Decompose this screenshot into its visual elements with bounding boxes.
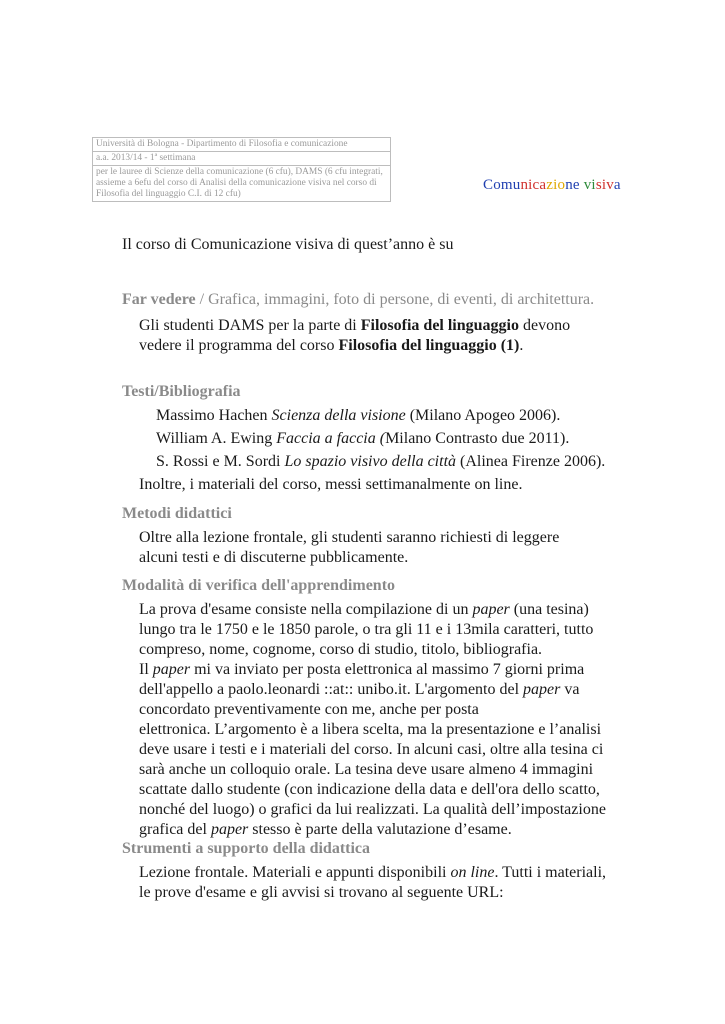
text-run: Il [139, 661, 153, 678]
text-run: stesso è parte della valutazione d’esame. [248, 821, 512, 838]
tools-line: le prove d'esame e gli avvisi si trovano al seguente URL: [139, 884, 504, 901]
course-name-bold: Filosofia del linguaggio [360, 317, 519, 334]
far-vedere-label: Far vedere [122, 291, 196, 308]
italic-term: paper [472, 601, 510, 618]
assessment-line: nonché del luogo) o grafici da lui realizzati. La qualità dell’impostazione [139, 801, 606, 818]
assessment-line [139, 660, 625, 680]
far-vedere-paragraph [139, 316, 625, 356]
bibliography-entry [156, 407, 605, 430]
italic-term: paper [152, 661, 191, 678]
italic-term: paper [523, 681, 561, 698]
course-title-part: Comu [483, 177, 521, 193]
text-run: . Tutti i materiali, [494, 864, 607, 881]
far-vedere-line-2 [139, 336, 625, 356]
entry-publisher: (Milano Apogeo 2006). [405, 407, 561, 424]
assessment-line [139, 820, 625, 840]
assessment-line: scattate dallo studente (con indicazione della data e dell'ora dello scatto, [139, 781, 600, 798]
entry-author: S. Rossi e M. Sordi [156, 453, 285, 470]
text-run: Lezione frontale. Materiali e appunti disponibili [139, 864, 451, 881]
assessment-line: elettronica. L’argomento è a libera scelta, ma la presentazione e l’analisi [139, 721, 602, 738]
course-title-part: zio [546, 177, 566, 193]
tools-paragraph [139, 863, 625, 903]
inoltre-line: Inoltre, i materiali del corso, messi settimanalmente on line. [139, 476, 523, 493]
text-run: va [560, 681, 580, 698]
italic-term: paper [210, 821, 249, 838]
text-run: grafica del [139, 821, 211, 838]
entry-publisher: (Alinea Firenze 2006). [456, 453, 606, 470]
tools-heading: Strumenti a supporto della didattica [122, 840, 371, 857]
university-line: Università di Bologna - Dipartimento di Filosofia e comunicazione [93, 138, 390, 152]
course-title-part: siv [595, 177, 614, 193]
entry-title: Scienza della visione [271, 407, 406, 424]
bibliography-heading: Testi/Bibliografia [122, 383, 241, 400]
entry-publisher: Milano Contrasto due 2011). [385, 430, 570, 447]
text-run: (una tesina) [509, 601, 589, 618]
methods-heading: Metodi didattici [122, 505, 232, 522]
far-vedere-heading [122, 291, 594, 309]
assessment-line: deve usare i testi e i materiali del corso. In alcuni casi, oltre alla tesina ci [139, 741, 604, 758]
assessment-paragraph [139, 600, 625, 840]
text-run: vedere il programma del corso [139, 337, 339, 354]
entry-title: Lo spazio visivo della città [284, 453, 457, 470]
entry-title: Faccia a faccia ( [276, 430, 386, 447]
course-title-part: vi [583, 177, 596, 193]
assessment-line: concordato preventivamente con me, anche per posta [139, 701, 479, 718]
course-title [483, 177, 621, 194]
bibliography-list [156, 407, 605, 476]
methods-line: Oltre alla lezione frontale, gli studenti saranno richiesti di leggere [139, 529, 560, 546]
academic-year-line: a.a. 2013/14 - 1ª settimana [93, 152, 390, 166]
course-title-part: a [613, 177, 621, 193]
assessment-heading: Modalità di verifica dell'apprendimento [122, 577, 396, 594]
text-run: devono [519, 317, 571, 334]
text-run: mi va inviato per posta elettronica al massimo 7 giorni prima [190, 661, 585, 678]
assessment-line [139, 600, 625, 620]
entry-author: William A. Ewing [156, 430, 277, 447]
methods-paragraph [139, 528, 625, 568]
degree-programs-line: per le lauree di Scienze della comunicazione (6 cfu), DAMS (6 cfu integrati, assieme a 6efu del corso di Analisi della comunicazione visiva nel corso di Filosofia del linguaggio C.I. di 12 cfu) [96, 167, 383, 199]
intro-text: Il corso di Comunicazione visiva di quest’anno è su [122, 236, 454, 253]
text-run: dell'appello a paolo.leonardi ::at:: unibo.it. L'argomento del [139, 681, 524, 698]
course-info-box [92, 137, 391, 202]
assessment-line [139, 680, 625, 700]
methods-line: alcuni testi e di discuterne pubblicamente. [139, 549, 409, 566]
course-title-part: nica [520, 177, 547, 193]
far-vedere-separator: / [195, 291, 209, 308]
bibliography-entry [156, 453, 605, 476]
course-name-bold: Filosofia del linguaggio (1) [338, 337, 520, 354]
text-run: Gli studenti DAMS per la parte di [139, 317, 361, 334]
bibliography-entry [156, 430, 605, 453]
assessment-line: lungo tra le 1750 e le 1850 parole, o tra gli 11 e i 13mila caratteri, tutto [139, 621, 594, 638]
bibliography-note [139, 475, 625, 495]
text-run: . [519, 337, 524, 354]
assessment-line: compreso, nome, cognome, corso di studio, titolo, bibliografia. [139, 641, 543, 658]
italic-term: on line [450, 864, 495, 881]
far-vedere-subtitle: Grafica, immagini, foto di persone, di eventi, di architettura. [208, 291, 595, 308]
tools-line [139, 863, 625, 883]
course-title-part: ne [565, 177, 584, 193]
assessment-line: sarà anche un colloquio orale. La tesina deve usare almeno 4 immagini [139, 761, 594, 778]
entry-author: Massimo Hachen [156, 407, 272, 424]
far-vedere-line-1 [139, 316, 625, 336]
text-run: La prova d'esame consiste nella compilazione di un [139, 601, 473, 618]
